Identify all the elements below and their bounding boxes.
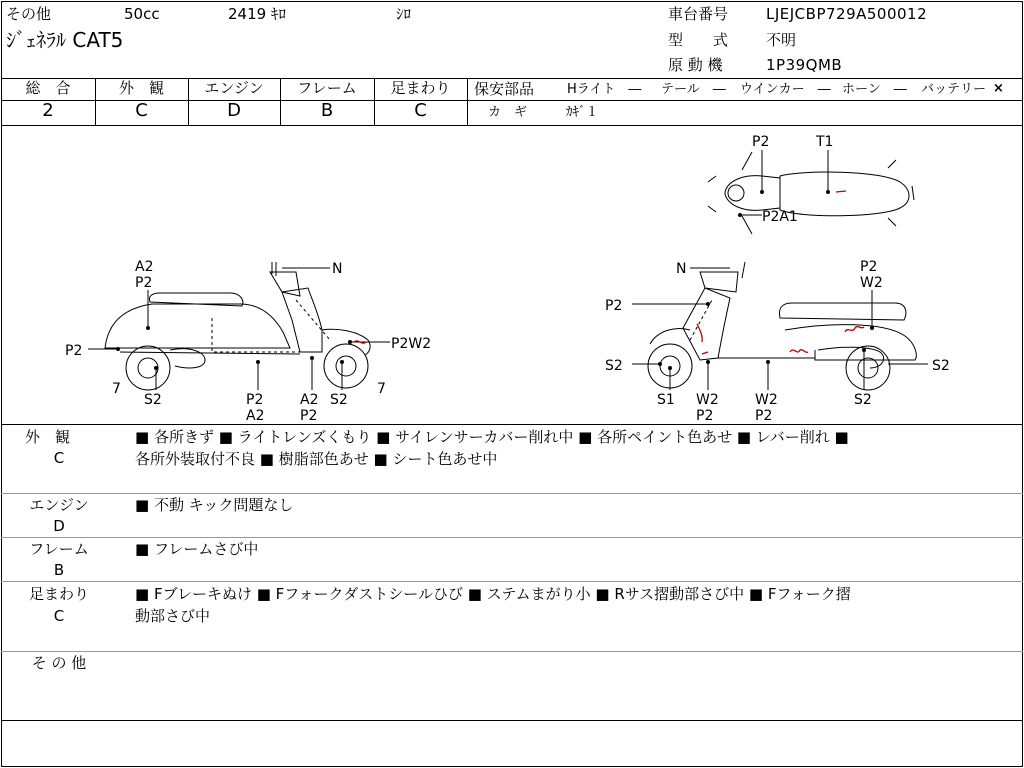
safety-battery-mark: × <box>993 81 1004 96</box>
right-scooter-rear-wheel <box>846 346 890 390</box>
remark-other-label: そ の 他 <box>31 654 87 672</box>
diag-left-7-rear: 7 <box>112 381 121 397</box>
diag-right-S2-front: S2 <box>605 358 623 374</box>
mileage: 2419 ｷﾛ <box>228 5 286 23</box>
remark-suspension-line2: 動部さび中 <box>135 607 211 625</box>
left-scooter-handlebar <box>272 262 276 276</box>
top-scooter-body <box>780 172 909 216</box>
right-scooter-muffler <box>818 347 884 368</box>
remark-exterior-line1: ■ 各所きず ■ ライトレンズくもり ■ サイレンサーカバー削れ中 ■ 各所ペイント色あせ ■ レバー削れ ■ <box>135 428 849 446</box>
diag-left-A2-floor: A2 <box>246 408 265 424</box>
score-overall-label: 総 合 <box>25 79 71 97</box>
diag-left-S2-rear: S2 <box>144 392 162 408</box>
score-exterior-label: 外 観 <box>118 79 164 97</box>
engine-model: 1P39QMB <box>766 56 843 74</box>
diag-left-P2W2: P2W2 <box>391 336 432 352</box>
diag-left-P2-top: P2 <box>135 275 153 291</box>
displacement: 50cc <box>124 5 160 23</box>
diag-left-A2-front: A2 <box>300 392 319 408</box>
left-scooter-handle <box>270 272 300 296</box>
score-suspension-label: 足まわり <box>390 79 451 97</box>
model-name: ｼﾞｪﾈﾗﾙ CAT5 <box>6 28 124 52</box>
diag-right-P2-top: P2 <box>860 259 878 275</box>
remark-engine-grade: D <box>53 517 65 535</box>
safety-headlight: Hライト ― <box>567 82 642 97</box>
diag-right-S2-bottom: S2 <box>854 392 872 408</box>
remark-suspension-line1: ■ Fブレーキぬけ ■ Fフォークダストシールひび ■ ステムまがり小 ■ Rサス摺動部さび中 ■ Fフォーク摺 <box>135 585 851 603</box>
top-scooter-front <box>725 176 780 211</box>
score-engine-label: エンジン <box>204 79 264 97</box>
remark-divider-1 <box>1 493 1023 494</box>
remark-frame-grade: B <box>53 561 65 579</box>
damage-mark-3 <box>845 327 864 332</box>
diag-left-S2-front: S2 <box>330 392 348 408</box>
remark-engine-label: エンジン <box>29 496 89 514</box>
diagram-bottom-line <box>1 424 1023 425</box>
diag-left-N: N <box>332 261 343 277</box>
remark-exterior-grade: C <box>53 449 65 467</box>
damage-mark-6 <box>702 352 708 354</box>
score-exterior: C <box>135 100 148 121</box>
type-value: 不明 <box>766 31 797 49</box>
score-overall: 2 <box>42 100 54 121</box>
damage-mark-4 <box>790 350 808 353</box>
right-scooter-seat <box>780 303 906 320</box>
right-scooter-handle <box>700 272 738 292</box>
diag-top-P2: P2 <box>752 134 770 150</box>
color: ｼﾛ <box>396 5 412 23</box>
remark-frame-label: フレーム <box>29 540 89 558</box>
safety-label: 保安部品 <box>474 80 535 98</box>
diag-right-P2-b: P2 <box>755 408 773 424</box>
diag-right-W2-a: W2 <box>696 392 719 408</box>
diag-left-P2-floor: P2 <box>246 392 264 408</box>
damage-mark-5 <box>697 324 702 342</box>
diag-right-W2-top: W2 <box>860 275 883 291</box>
safety-winker: ウインカー ― <box>740 82 831 97</box>
remark-divider-2 <box>1 537 1023 538</box>
left-scooter-fork <box>296 300 330 340</box>
remark-frame-line1: ■ フレームさび中 <box>135 540 259 558</box>
remark-exterior-label: 外 観 <box>25 428 71 446</box>
left-scooter-muffler <box>170 349 205 368</box>
category: その他 <box>6 5 52 23</box>
diag-right-S2-rear: S2 <box>932 358 950 374</box>
remark-suspension-grade: C <box>53 607 65 625</box>
diag-right-P2-a: P2 <box>696 408 714 424</box>
score-frame: B <box>320 100 334 121</box>
diag-top-P2A1: P2A1 <box>762 209 798 225</box>
remark-engine-line1: ■ 不動 キック問題なし <box>135 496 294 514</box>
remark-suspension-label: 足まわり <box>28 585 89 603</box>
diag-top-T1: T1 <box>816 134 834 150</box>
score-engine: D <box>227 100 241 121</box>
frame-no: LJEJCBP729A500012 <box>766 5 928 23</box>
left-scooter-front-wheel <box>324 344 368 388</box>
diag-right-P2-shield: P2 <box>605 298 623 314</box>
diag-left-7-front: 7 <box>377 381 386 397</box>
frame-no-label: 車台番号 <box>668 5 729 23</box>
remark-bottom-line <box>1 720 1023 721</box>
safety-horn: ホーン ― <box>842 82 907 97</box>
safety-battery: バッテリー <box>921 82 987 97</box>
key-label: カ ギ <box>488 105 528 120</box>
engine-model-label: 原 動 機 <box>668 56 723 74</box>
type-label: 型 式 <box>668 31 729 49</box>
damage-mark-2 <box>836 191 846 192</box>
key-value: ｶｷﾞ１ <box>566 105 599 120</box>
safety-tail: テール ― <box>661 82 726 97</box>
diag-left-P2-front: P2 <box>300 408 318 424</box>
remark-exterior-line2: 各所外装取付不良 ■ 樹脂部色あせ ■ シート色あせ中 <box>135 450 498 468</box>
remark-divider-4 <box>1 651 1023 652</box>
score-frame-label: フレーム <box>297 79 357 97</box>
diag-right-N: N <box>676 261 687 277</box>
diag-right-W2-b: W2 <box>755 392 778 408</box>
remark-divider-3 <box>1 581 1023 582</box>
diag-left-P2-rear: P2 <box>65 343 83 359</box>
diag-right-S1: S1 <box>657 392 675 408</box>
score-suspension: C <box>414 100 427 121</box>
left-scooter-body <box>105 304 290 348</box>
diag-left-A2: A2 <box>135 259 154 275</box>
left-scooter-floor <box>212 318 300 352</box>
right-scooter-leg-shield <box>683 288 730 360</box>
